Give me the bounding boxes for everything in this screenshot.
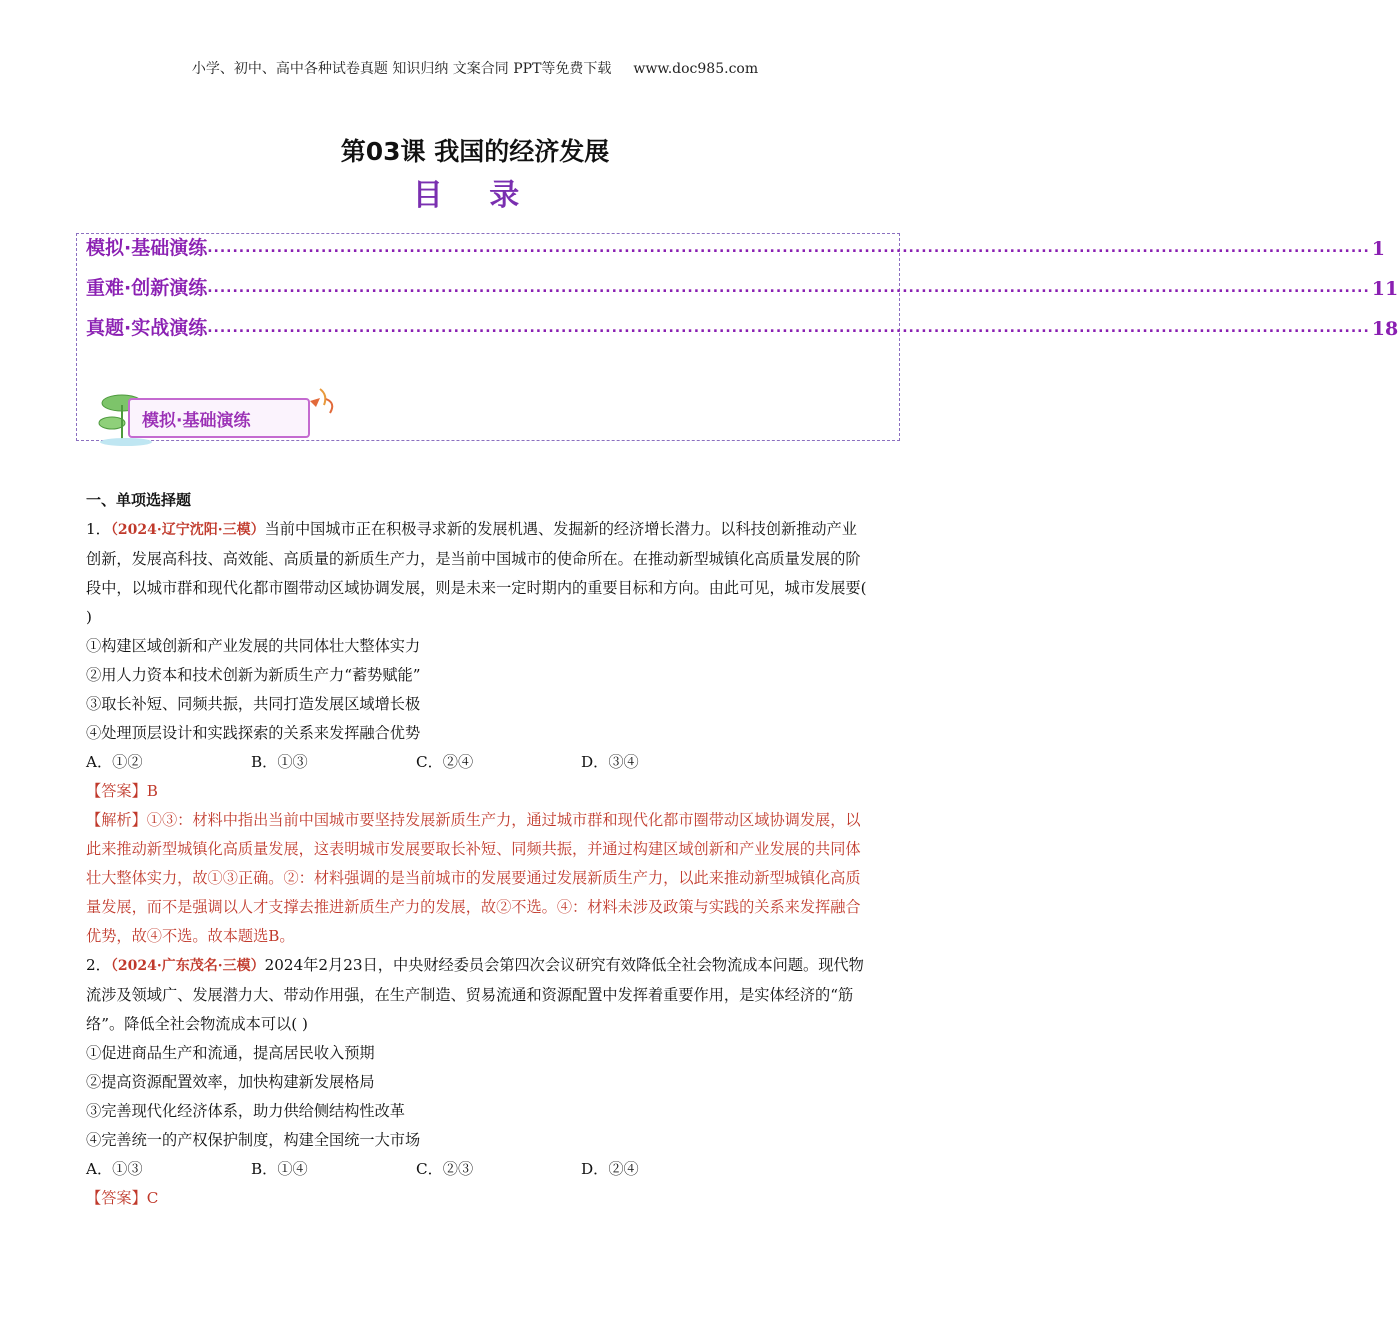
toc-item-label: 真题·实战演练 bbox=[86, 317, 208, 339]
header-url[interactable]: www.doc985.com bbox=[633, 61, 759, 77]
toc-item-label: 模拟·基础演练 bbox=[86, 237, 208, 259]
question-stem bbox=[86, 515, 868, 632]
section-title: 一、单项选择题 bbox=[86, 491, 192, 509]
toc-leader-dots: ........................................................................................................................................................................................ bbox=[207, 240, 1370, 256]
question-2 bbox=[86, 951, 868, 1213]
toc-item-page: 11 bbox=[1371, 278, 1398, 300]
page-header bbox=[0, 58, 950, 78]
answer: 【答案】B bbox=[86, 782, 158, 800]
question-1 bbox=[86, 515, 868, 951]
option-b[interactable]: B．①④ bbox=[251, 1160, 308, 1178]
statement-item: ①构建区域创新和产业发展的共同体壮大整体实力 bbox=[86, 637, 421, 655]
option-a[interactable]: A．①② bbox=[86, 753, 143, 771]
toc-item-label: 重难·创新演练 bbox=[86, 277, 208, 299]
section-banner bbox=[98, 387, 343, 449]
question-source: （2024·辽宁沈阳·三模） bbox=[110, 522, 265, 538]
question-source: （2024·广东茂名·三模） bbox=[110, 958, 265, 974]
header-text: 小学、初中、高中各种试卷真题 知识归纳 文案合同 PPT等免费下载 bbox=[191, 61, 612, 77]
option-d[interactable]: D．②④ bbox=[581, 1160, 639, 1178]
option-c[interactable]: C．②④ bbox=[416, 753, 474, 771]
statement-item: ③取长补短、同频共振，共同打造发展区域增长极 bbox=[86, 695, 421, 713]
question-text: 2024年2月23日，中央财经委员会第四次会议研究有效降低全社会物流成本问题。现代物流涉及领域广、发展潜力大、带动作用强，在生产制造、贸易流通和资源配置中发挥着重要作用，是实体经济的“筋络”。降低全社会物流成本可以( ) bbox=[86, 956, 864, 1033]
toc-item-page: 1 bbox=[1371, 238, 1386, 260]
option-d[interactable]: D．③④ bbox=[581, 753, 639, 771]
option-b[interactable]: B．①③ bbox=[251, 753, 308, 771]
toc-item-1[interactable] bbox=[86, 234, 1386, 260]
toc-leader-dots: ........................................................................................................................................................................................ bbox=[207, 320, 1370, 336]
toc-item-page: 18 bbox=[1371, 318, 1398, 340]
answer-options bbox=[86, 1155, 868, 1184]
statement-item: ②提高资源配置效率，加快构建新发展格局 bbox=[86, 1073, 375, 1091]
option-a[interactable]: A．①③ bbox=[86, 1160, 143, 1178]
question-number: 2． bbox=[86, 956, 111, 974]
banner-label: 模拟·基础演练 bbox=[142, 411, 251, 431]
statement-item: ①促进商品生产和流通，提高居民收入预期 bbox=[86, 1044, 375, 1062]
lesson-title: 第03课 我国的经济发展 bbox=[340, 137, 610, 166]
question-number: 1． bbox=[86, 520, 111, 538]
toc-item-3[interactable] bbox=[86, 314, 1398, 340]
statement-item: ④完善统一的产权保护制度，构建全国统一大市场 bbox=[86, 1131, 421, 1149]
question-stem bbox=[86, 951, 868, 1039]
question-text: 当前中国城市正在积极寻求新的发展机遇、发掘新的经济增长潜力。以科技创新推动产业创新，发展高科技、高效能、高质量的新质生产力，是当前中国城市的使命所在。在推动新型城镇化高质量发展的阶段中，以城市群和现代化都市圈带动区域协调发展，则是未来一定时期内的重要目标和方向。由此可见，城市发展要( ) bbox=[86, 520, 867, 626]
statement-item: ③完善现代化经济体系，助力供给侧结构性改革 bbox=[86, 1102, 405, 1120]
toc-leader-dots: ........................................................................................................................................................................................ bbox=[207, 280, 1370, 296]
analysis: 【解析】①③：材料中指出当前中国城市要坚持发展新质生产力，通过城市群和现代化都市圈带动区域协调发展，以此来推动新型城镇化高质量发展，这表明城市发展要取长补短、同频共振，并通过构建区域创新和产业发展的共同体壮大整体实力，故①③正确。②：材料强调的是当前城市的发展要通过发展新质生产力，以此来推动新型城镇化高质量发展，而不是强调以人才支撑去推进新质生产力的发展，故②不选。④：材料未涉及政策与实践的关系来发挥融合优势，故④不选。故本题选B。 bbox=[86, 811, 861, 945]
answer: 【答案】C bbox=[86, 1189, 159, 1207]
toc-item-2[interactable] bbox=[86, 274, 1398, 300]
question-content bbox=[86, 486, 868, 1213]
option-c[interactable]: C．②③ bbox=[416, 1160, 474, 1178]
statement-item: ④处理顶层设计和实践探索的关系来发挥融合优势 bbox=[86, 724, 421, 742]
answer-options bbox=[86, 748, 868, 777]
toc-heading: 目 录 bbox=[412, 178, 538, 213]
statement-item: ②用人力资本和技术创新为新质生产力“蓄势赋能” bbox=[86, 666, 421, 684]
